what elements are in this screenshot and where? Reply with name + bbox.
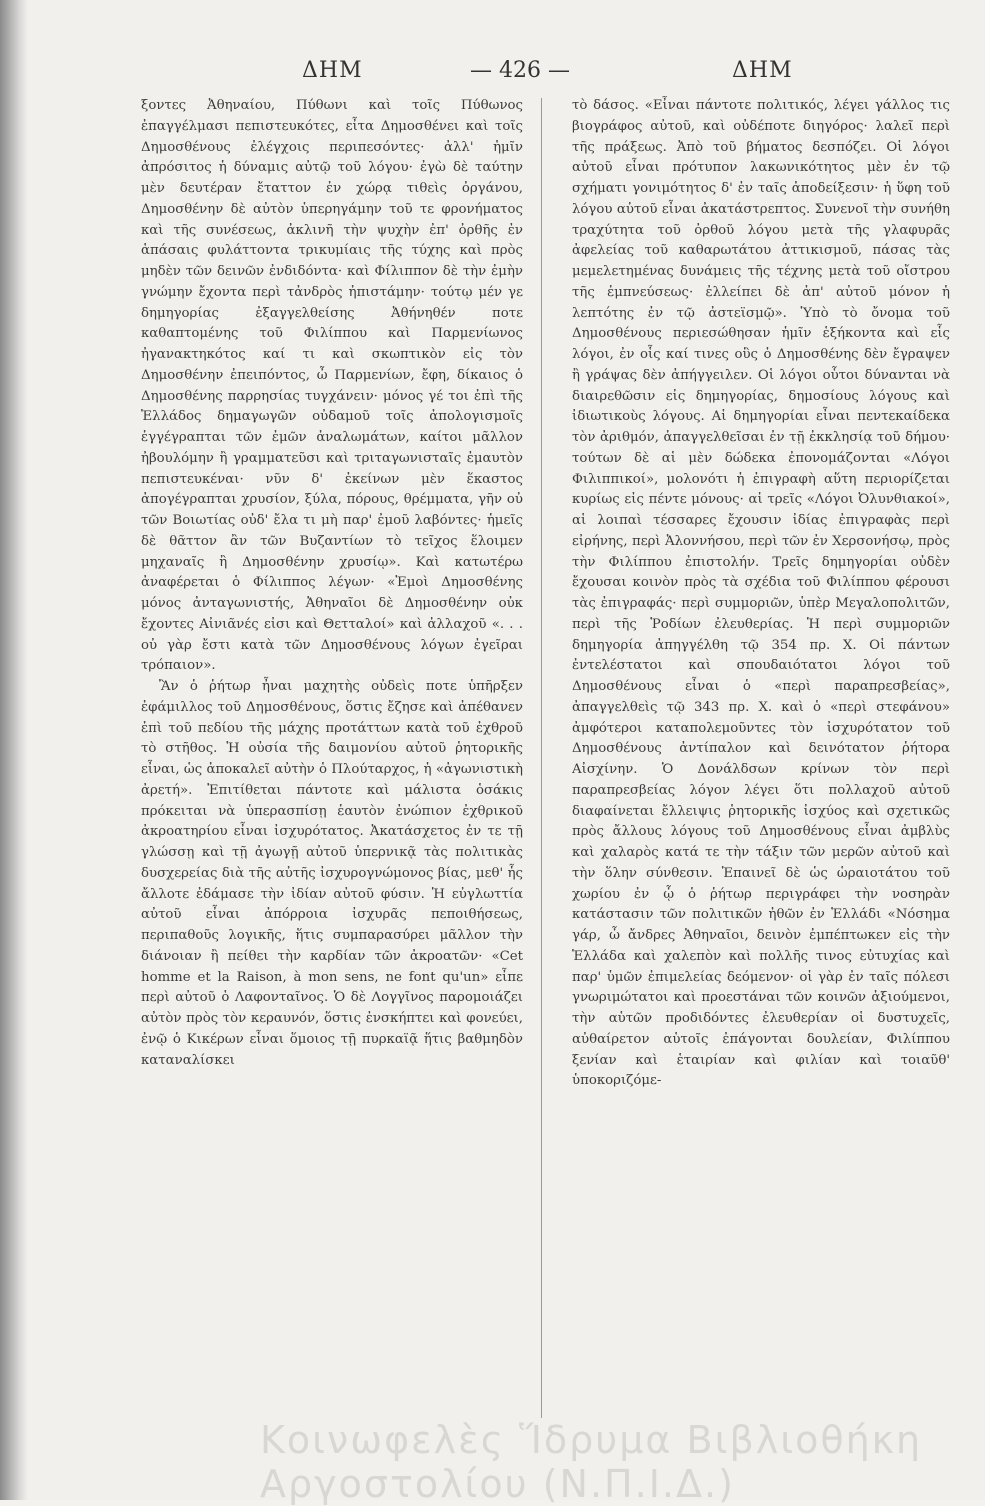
right-text-column (572, 96, 950, 1416)
left-text-column (141, 96, 523, 1416)
left-paragraph-1: ξοντες Ἀθηναίου, Πύθωνι καὶ τοῖς Πύθωνος ἐπαγγέλμασι πεπιστευκότες, εἶτα Δημοσθένει καὶ τοῖς Δημοσθένους ἐλέγχοις περιπεσόντες· ἀλλ' ἡμῖν ἀπρόσιτος ἡ δύναμις αὐτῷ τοῦ λόγου· ἐγὼ δὲ ταύτην μὲν δευτέραν ἔταττον ἐν χώρᾳ τιθεὶς ὀργάνου, Δημοσθένην δὲ αὐτὸν ὑπερηγάμην τοῦ τε φρονήματος καὶ τῆς συνέσεως, ἀκλινῆ τὴν ψυχὴν ἐπ' ὀρθῆς ἐν ἁπάσαις φυλάττοντα τρικυμίαις τῆς τύχης καὶ πρὸς μηδὲν τῶν δεινῶν ἐνδιδόντα· καὶ Φίλιππον δὲ τὴν ἐμὴν γνώμην ἔχοντα περὶ τἀνδρὸς ἠπιστάμην· τούτῳ μέν γε δημηγορίας ἐξαγγελθείσης Ἀθήνηθέν ποτε καθαπτομένης τοῦ Φιλίππου καὶ Παρμενίωνος ἠγανακτηκότος καί τι καὶ σκωπτικὸν εἰς τὸν Δημοσθένην ἐπειπόντος, ὦ Παρμενίων, ἔφη, δίκαιος ὁ Δημοσθένης παρρησίας τυγχάνειν· μόνος γέ τοι ἐπὶ τῆς Ἑλλάδος δημαγωγῶν οὐδαμοῦ τοῖς ἀπολογισμοῖς ἐγγέγραπται τῶν ἐμῶν ἀναλωμάτων, καίτοι μᾶλλον ἠβουλόμην ἢ γραμματεῦσι καὶ τριταγωνισταῖς ἐμαυτὸν πεπιστευκέναι· νῦν δ' ἐκείνων μὲν ἕκαστος ἀπογέγραπται χρυσίον, ξύλα, πόρους, θρέμματα, γῆν οὐ τῶν Βοιωτίας οὐδ' ἔλα τι μὴ παρ' ἐμοῦ λαβόντες· ἡμεῖς δὲ θᾶττον ἂν τῶν Βυζαντίων τὸ τεῖχος ἕλοιμεν μηχαναῖς ἢ Δημοσθένην χρυσίῳ». Καὶ κατωτέρω ἀναφέρεται ὁ Φίλιππος λέγων· «Ἐμοὶ Δημοσθένης μόνος ἀνταγωνιστής, Ἀθηναῖοι δὲ Δημοσθένην οὐκ ἔχοντες Αἰνιᾶνές εἰσι καὶ Θετταλοί» καὶ ἀλλαχοῦ «. . . οὐ γὰρ ἔστι κατὰ τῶν Δημοσθένους λόγων ἐγεῖραι τρόπαιον». (141, 98, 523, 674)
right-running-head: ΔΗΜ (732, 58, 793, 83)
column-divider (541, 98, 542, 1418)
left-running-head: ΔΗΜ (302, 58, 363, 83)
page-number: — 426 — (470, 58, 570, 83)
left-paragraph-2: Ἂν ὁ ῥήτωρ ἦναι μαχητὴς οὐδεὶς ποτε ὑπῆρξεν ἐφάμιλλος τοῦ Δημοσθένους, ὅστις ἔζησε καὶ ἀπέθανεν ἐπὶ τοῦ πεδίου τῆς μάχης προτάττων κατὰ τοῦ ἐχθροῦ τὸ στῆθος. Ἡ οὐσία τῆς δαιμονίου αὐτοῦ ῥητορικῆς εἶναι, ὡς ἀποκαλεῖ αὐτὴν ὁ Πλούταρχος, ἡ «ἀγωνιστικὴ ἀρετή». Ἐπιτίθεται πάντοτε καὶ μάλιστα ὁσάκις πρόκειται νὰ ὑπερασπίσῃ ἑαυτὸν ἐνώπιον ἐχθρικοῦ ἀκροατηρίου εἶναι ἰσχυρότατος. Ἀκατάσχετος ἐν τε τῇ γλώσσῃ καὶ τῇ ἀγωγῇ αὐτοῦ ὑπερνικᾷ τὰς πολιτικὰς δυσχερείας διὰ τῆς αὐτῆς ἰσχυρογνώμονος βίας, μεθ' ἧς ἄλλοτε ἐδάμασε τὴν ἰδίαν αὐτοῦ φύσιν. Ἡ εὐγλωττία αὐτοῦ εἶναι ἀπόρροια ἰσχυρᾶς πεποιθήσεως, περιπαθοῦς λογικῆς, ἥτις συμπαρασύρει μᾶλλον τὴν διάνοιαν ἢ πείθει τὴν καρδίαν τῶν ἀκροατῶν· «Cet homme et la Raison, à mon sens, ne font qu'un» εἶπε περὶ αὐτοῦ ὁ Λαφονταῖνος. Ὁ δὲ Λογγῖνος παρομοιάζει αὐτὸν πρὸς τὸν κεραυνόν, ὅστις ἐνσκήπτει καὶ φονεύει, ἐνῷ ὁ Κικέρων εἶναι ὅμοιος τῇ πυρκαϊᾷ ἥτις βαθμηδὸν καταναλίσκει (141, 679, 523, 1068)
right-paragraph-1: τὸ δάσος. «Εἶναι πάντοτε πολιτικός, λέγει γάλλος τις βιογράφος αὐτοῦ, καὶ οὐδέποτε διηγόρος· λαλεῖ περὶ τῆς πράξεως. Ἀπὸ τοῦ βήματος δεσπόζει. Οἱ λόγοι αὐτοῦ εἶναι πρότυπον λακωνικότητος μὲν ἐν τῷ σχήματι γονιμότητος δ' ἐν ταῖς ἀποδείξεσιν· ἡ ὕφη τοῦ λόγου αὐτοῦ εἶναι ἀκατάστρεπτος. Συνενοῖ τὴν συνήθη τραχύτητα τοῦ ὀρθοῦ λόγου μετὰ τῆς γλαφυρᾶς ἀφελείας τοῦ καθαρωτάτου ἀττικισμοῦ, πάσας τὰς μεμελετημένας δυνάμεις τῆς τέχνης μετὰ τοῦ οἴστρου τῆς ἐμπνεύσεως· ἐλλείπει δὲ ἀπ' αὐτοῦ μόνον ἡ λεπτότης ἐν τῷ ἀστεϊσμῷ». Ὑπὸ τὸ ὄνομα τοῦ Δημοσθένους περιεσώθησαν ἡμῖν ἑξήκοντα καὶ εἷς λόγοι, ἐν οἷς καί τινες οὓς ὁ Δημοσθένης δὲν ἔγραψεν ἢ γράψας δὲν ἀπήγγειλεν. Οἱ λόγοι οὗτοι δύνανται νὰ διαιρεθῶσιν εἰς δημηγορίας, δημοσίους λόγους καὶ ἰδιωτικοὺς λόγους. Αἱ δημηγορίαι εἶναι πεντεκαίδεκα τὸν ἀριθμόν, ἀπαγγελθεῖσαι ἐν τῇ ἐκκλησίᾳ τοῦ δήμου· τούτων δὲ αἱ μὲν δώδεκα ἐπονομάζονται «Λόγοι Φιλιππικοί», μολονότι ἡ ἐπιγραφὴ αὕτη περιορίζεται κυρίως εἰς πέντε μόνους· αἱ τρεῖς «Λόγοι Ὀλυνθιακοί», αἱ λοιπαὶ τέσσαρες ἔχουσιν ἰδίας ἐπιγραφὰς περὶ εἰρήνης, περὶ Ἀλοννήσου, περὶ τῶν ἐν Χερσονήσῳ, πρὸς τὴν Φιλίππου ἐπιστολήν. Τρεῖς δημηγορίαι οὐδὲν ἔχουσαι κοινὸν πρὸς τὰ σχέδια τοῦ Φιλίππου φέρουσι τὰς ἐπιγραφάς· περὶ συμμοριῶν, ὑπὲρ Μεγαλοπολιτῶν, περὶ τῆς Ῥοδίων ἐλευθερίας. Ἡ περὶ συμμοριῶν δημηγορία ἀπηγγέλθη τῷ 354 πρ. Χ. Οἱ πάντων ἐντελέστατοι καὶ σπουδαιότατοι λόγοι τοῦ Δημοσθένους εἶναι ὁ «περὶ παραπρεσβείας», ἀπαγγελθεὶς τῷ 343 πρ. Χ. καὶ ὁ «περὶ στεφάνου» ἀμφότεροι καταπολεμοῦντες τὸν ἰσχυρότατον τοῦ Δημοσθένους ἀντίπαλον καὶ δεινότατον ῥήτορα Αἰσχίνην. Ὁ Δονάλδσων κρίνων τὸν περὶ παραπρεσβείας λόγον λέγει ὅτι πολλαχοῦ αὐτοῦ διαφαίνεται ἔλλειψις ῥητορικῆς ἰσχύος καὶ σχετικῶς πρὸς ἄλλους λόγους τοῦ Δημοσθένους εἶναι ἀμβλὺς καὶ χαλαρὸς κατά τε τὴν τάξιν τῶν μερῶν αὐτοῦ καὶ τὴν ὅλην σύνθεσιν. Ἐπαινεῖ δὲ ὡς ὡραιοτάτου τοῦ χωρίου ἐν ᾧ ὁ ῥήτωρ περιγράφει τὴν νοσηρὰν κατάστασιν τῶν πολιτικῶν ἠθῶν ἐν Ἑλλάδι «Νόσημα γάρ, ὦ ἄνδρες Ἀθηναῖοι, δεινὸν ἐμπέπτωκεν εἰς τὴν Ἑλλάδα καὶ χαλεπὸν καὶ πολλῆς τινος εὐτυχίας καὶ παρ' ὑμῶν ἐπιμελείας δεόμενον· οἱ γὰρ ἐν ταῖς πόλεσι γνωριμώτατοι καὶ προεστάναι τῶν κοινῶν ἀξιούμενοι, τὴν αὑτῶν προδιδόντες ἐλευθερίαν οἱ δυστυχεῖς, αὐθαίρετον αὑτοῖς ἐπάγονται δουλείαν, Φιλίππου ξενίαν καὶ ἑταιρίαν καὶ φιλίαν καὶ τοιαῦθ' ὑποκοριζόμε- (572, 98, 950, 1089)
page-edge-shadow (0, 0, 28, 1500)
watermark-line-2: Αργοστολίου (Ν.Π.Ι.Δ.) (260, 1462, 735, 1506)
library-watermark (260, 1418, 960, 1506)
running-header (140, 58, 860, 94)
watermark-line-1: Κοινωφελὲς Ἵδρυμα Βιβλιοθήκη (260, 1418, 923, 1462)
